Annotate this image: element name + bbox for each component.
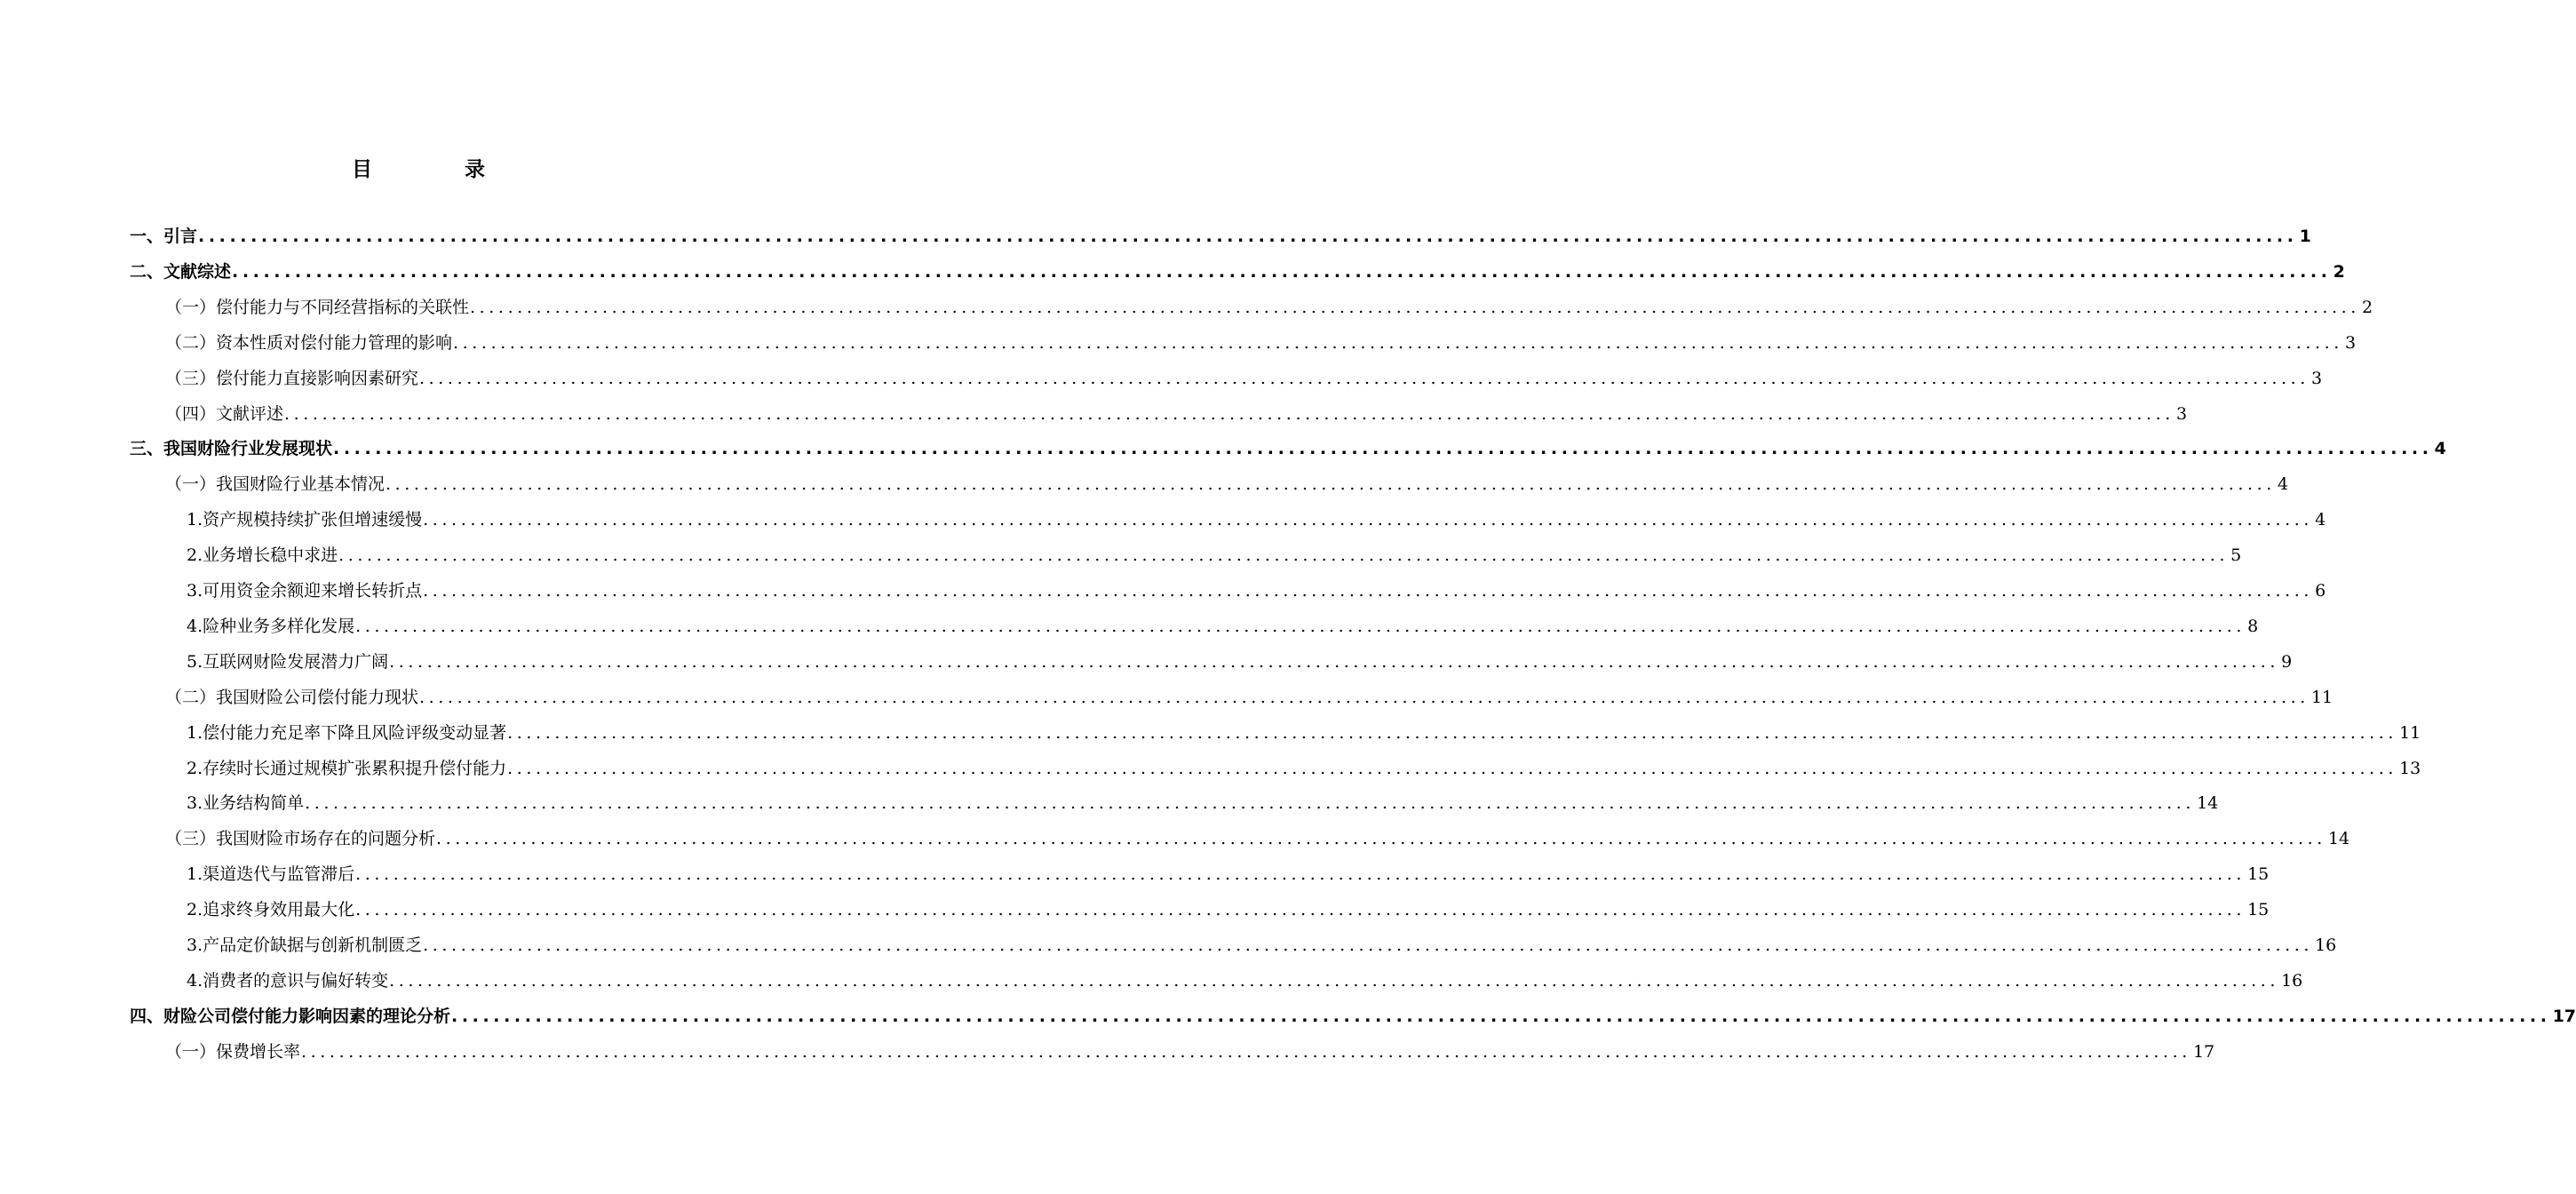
toc-entry[interactable] xyxy=(187,717,2421,749)
toc-entry-label: （二）我国财险公司偿付能力现状 xyxy=(165,687,419,707)
toc-entry-page-number: 3 xyxy=(2344,332,2357,353)
toc-leader-dots: ........................................................................................................................................................................................................ xyxy=(284,403,2174,424)
toc-entry[interactable] xyxy=(165,468,2289,500)
toc-entry-page-number: 11 xyxy=(2399,722,2421,743)
toc-entry-page-number: 4 xyxy=(2434,439,2446,459)
toc-entry[interactable] xyxy=(187,787,2219,819)
toc-entry-page-number: 11 xyxy=(2310,687,2334,707)
toc-leader-dots: ........................................................................................................................................................................................................ xyxy=(338,545,2230,566)
toc-entry-label: 1.偿付能力充足率下降且风险评级变动显著 xyxy=(187,722,507,743)
toc-leader-dots: ........................................................................................................................................................................................................ xyxy=(507,758,2398,778)
toc-entry-page-number: 8 xyxy=(2247,616,2259,636)
toc-entry[interactable] xyxy=(130,220,2311,252)
toc-entry-label: 2.存续时长通过规模扩张累积提升偿付能力 xyxy=(187,758,507,778)
toc-leader-dots: ........................................................................................................................................................................................................ xyxy=(423,935,2314,955)
toc-entry-label: （三）我国财险市场存在的问题分析 xyxy=(165,829,436,849)
toc-entry[interactable] xyxy=(187,646,2293,678)
toc-entry[interactable] xyxy=(187,610,2259,642)
toc-entry[interactable] xyxy=(187,504,2326,536)
toc-entry-page-number: 15 xyxy=(2247,864,2270,885)
toc-entry-label: （一）偿付能力与不同经营指标的关联性 xyxy=(165,297,470,317)
toc-entry-label: 3.可用资金余额迎来增长转折点 xyxy=(187,581,423,601)
toc-entry-label: 4.消费者的意识与偏好转变 xyxy=(187,970,389,991)
toc-leader-dots: ........................................................................................................................................................................................................ xyxy=(419,368,2310,388)
toc-leader-dots: ........................................................................................................................................................................................................ xyxy=(423,581,2314,601)
toc-entry-page-number: 16 xyxy=(2281,970,2303,991)
toc-leader-dots: ........................................................................................................................................................................................................ xyxy=(423,510,2314,530)
toc-entry-page-number: 1 xyxy=(2299,227,2311,246)
toc-entry-label: （一）保费增长率 xyxy=(165,1041,301,1062)
toc-leader-dots: ........................................................................................................................................................................................................ xyxy=(301,1041,2191,1062)
toc-entry-page-number: 4 xyxy=(2315,510,2326,530)
toc-entry-label: （二）资本性质对偿付能力管理的影响 xyxy=(165,332,453,353)
toc-entry-label: 1.渠道迭代与监管滞后 xyxy=(187,864,355,885)
toc-entry-page-number: 14 xyxy=(2197,793,2219,814)
toc-entry-label: 3.产品定价缺据与创新机制匮乏 xyxy=(187,935,423,955)
toc-entry[interactable] xyxy=(130,1000,2576,1032)
toc-leader-dots: ........................................................................................................................................................................................................ xyxy=(333,439,2433,459)
toc-entry[interactable] xyxy=(165,362,2323,394)
toc-leader-dots: ........................................................................................................................................................................................................ xyxy=(355,864,2246,885)
toc-entry-page-number: 4 xyxy=(2277,474,2289,495)
toc-entry[interactable] xyxy=(187,575,2326,607)
toc-leader-dots: ........................................................................................................................................................................................................ xyxy=(355,616,2246,636)
toc-leader-dots: ........................................................................................................................................................................................................ xyxy=(386,474,2276,495)
toc-leader-dots: ........................................................................................................................................................................................................ xyxy=(451,1006,2551,1026)
toc-entry[interactable] xyxy=(165,291,2373,323)
toc-leader-dots: ........................................................................................................................................................................................................ xyxy=(453,332,2343,353)
toc-entry-label: （一）我国财险行业基本情况 xyxy=(165,474,386,495)
toc-entry-page-number: 16 xyxy=(2315,935,2337,955)
toc-entry-page-number: 2 xyxy=(2361,297,2373,317)
toc-entry-page-number: 3 xyxy=(2310,368,2323,388)
toc-leader-dots: ........................................................................................................................................................................................................ xyxy=(507,722,2398,743)
toc-leader-dots: ........................................................................................................................................................................................................ xyxy=(419,687,2310,707)
toc-entry[interactable] xyxy=(165,398,2188,430)
toc-entry-page-number: 13 xyxy=(2399,758,2421,778)
toc-entry-page-number: 5 xyxy=(2230,545,2242,566)
toc-entry[interactable] xyxy=(187,894,2270,926)
toc-entry[interactable] xyxy=(187,929,2337,961)
toc-entry[interactable] xyxy=(165,823,2350,855)
toc-leader-dots: ........................................................................................................................................................................................................ xyxy=(470,297,2360,317)
toc-entry[interactable] xyxy=(165,327,2357,359)
toc-entry-label: 1.资产规模持续扩张但增速缓慢 xyxy=(187,510,423,530)
toc-entry-label: 三、我国财险行业发展现状 xyxy=(130,439,333,459)
toc-entry-page-number: 2 xyxy=(2333,261,2345,282)
toc-entry-page-number: 17 xyxy=(2192,1041,2215,1062)
toc-title: 目 录 xyxy=(351,158,528,181)
toc-leader-dots: ........................................................................................................................................................................................................ xyxy=(198,227,2298,246)
toc-entry-label: （三）偿付能力直接影响因素研究 xyxy=(165,368,419,388)
toc-leader-dots: ........................................................................................................................................................................................................ xyxy=(389,970,2280,991)
toc-entry-label: 2.追求终身效用最大化 xyxy=(187,900,355,920)
toc-entry[interactable] xyxy=(187,752,2421,784)
toc-entry-page-number: 15 xyxy=(2247,900,2270,920)
toc-entry-label: 5.互联网财险发展潜力广阔 xyxy=(187,651,389,672)
toc-entry-label: 一、引言 xyxy=(130,227,198,246)
toc-entry-label: 二、文献综述 xyxy=(130,261,232,282)
toc-entry-label: 2.业务增长稳中求进 xyxy=(187,545,338,566)
toc-leader-dots: ........................................................................................................................................................................................................ xyxy=(389,651,2280,672)
toc-entry[interactable] xyxy=(187,539,2242,571)
toc-entry-page-number: 17 xyxy=(2552,1006,2576,1026)
toc-entry-label: （四）文献评述 xyxy=(165,403,284,424)
toc-leader-dots: ........................................................................................................................................................................................................ xyxy=(305,793,2196,814)
toc-entry[interactable] xyxy=(130,256,2345,288)
toc-leader-dots: ........................................................................................................................................................................................................ xyxy=(232,261,2332,282)
toc-entry[interactable] xyxy=(165,681,2334,713)
toc-entry[interactable] xyxy=(187,965,2303,997)
toc-entry-page-number: 14 xyxy=(2327,829,2350,849)
toc-entry-label: 4.险种业务多样化发展 xyxy=(187,616,355,636)
toc-leader-dots: ........................................................................................................................................................................................................ xyxy=(355,900,2246,920)
toc-entry[interactable] xyxy=(165,1036,2215,1068)
toc-entry[interactable] xyxy=(187,858,2270,890)
toc-leader-dots: ........................................................................................................................................................................................................ xyxy=(436,829,2326,849)
toc-entry-label: 四、财险公司偿付能力影响因素的理论分析 xyxy=(130,1006,451,1026)
toc-entry-page-number: 6 xyxy=(2315,581,2326,601)
toc-entry[interactable] xyxy=(130,433,2446,465)
toc-entry-label: 3.业务结构简单 xyxy=(187,793,305,814)
toc-entry-page-number: 3 xyxy=(2175,403,2188,424)
toc-entry-page-number: 9 xyxy=(2281,651,2293,672)
